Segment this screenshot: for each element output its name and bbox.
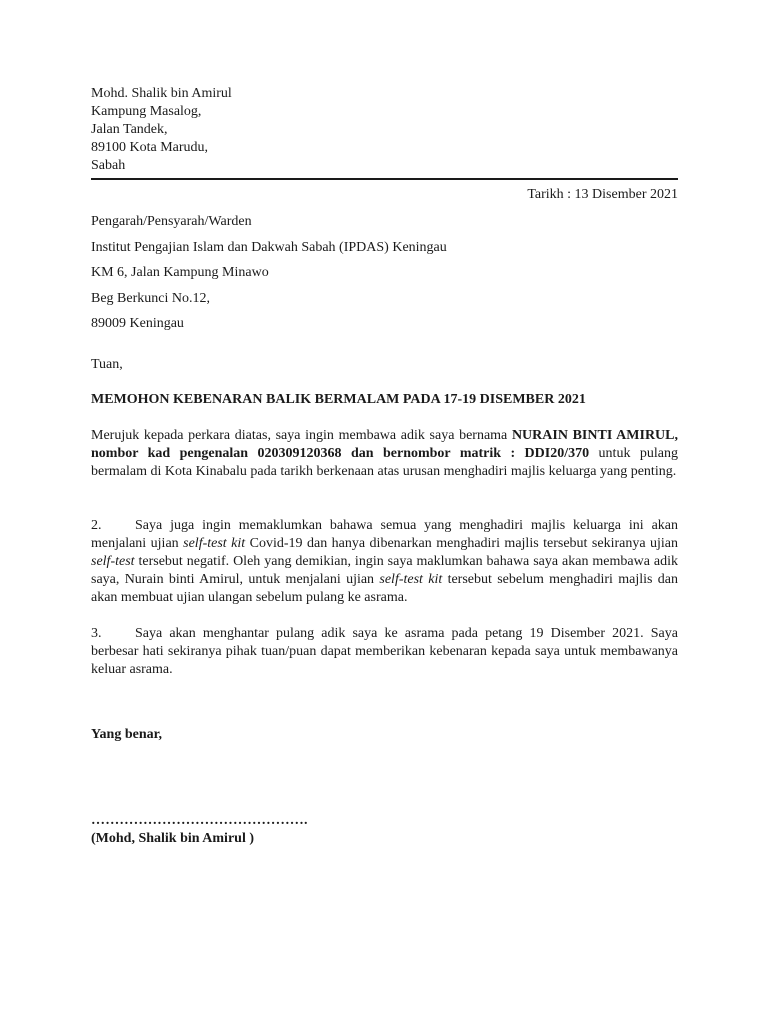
paragraph-2	[91, 517, 678, 607]
header-divider	[91, 178, 678, 180]
paragraph-1	[91, 427, 678, 481]
paragraph-2-italic: self-test	[91, 554, 135, 569]
recipient-address-line: Institut Pengajian Islam dan Dakwah Sabah (IPDAS) Keningau	[91, 239, 447, 255]
paragraph-2-text: Saya juga ingin memaklumkan bahawa semua yang menghadiri majlis keluarga ini akan menjalani ujian	[91, 518, 678, 551]
recipient-address-line: KM 6, Jalan Kampung Minawo	[91, 265, 269, 280]
letter-date: Tarikh : 13 Disember 2021	[527, 187, 678, 202]
sender-name: Mohd. Shalik bin Amirul	[91, 86, 232, 101]
closing: Yang benar,	[91, 727, 163, 742]
paragraph-2-text: tersebut sebelum menghadiri majlis dan akan membuat ujian ulangan sebelum pulang ke asrama.	[91, 572, 678, 605]
recipient-address-line: 89009 Keningau	[91, 316, 184, 331]
sender-address-line: 89100 Kota Marudu,	[91, 140, 209, 155]
signature-line: ……………………………………….	[91, 813, 308, 828]
student-details: NURAIN BINTI AMIRUL, nombor kad pengenalan 020309120368 dan bernombor matrik : DDI20/370	[91, 428, 678, 461]
sender-address-line: Sabah	[91, 158, 126, 173]
paragraph-number: 3.	[91, 626, 102, 641]
paragraph-number: 2.	[91, 518, 102, 533]
paragraph-2-italic: self-test kit	[183, 536, 246, 551]
signatory-name: (Mohd, Shalik bin Amirul )	[91, 831, 254, 846]
paragraph-1-intro: Merujuk kepada perkara diatas, saya ingin membawa adik saya bernama	[91, 428, 512, 443]
sender-address-line: Jalan Tandek,	[91, 122, 168, 137]
paragraph-2-text: Covid-19 dan hanya dibenarkan menghadiri majlis tersebut sekiranya ujian	[245, 536, 679, 551]
salutation: Tuan,	[91, 357, 123, 372]
paragraph-2-text: tersebut negatif. Oleh yang demikian, ingin saya maklumkan bahawa saya akan membawa adik saya, Nurain binti Amirul, untuk menjalani ujian	[91, 554, 678, 587]
recipient-address	[91, 213, 447, 341]
recipient-address-line: Beg Berkunci No.12,	[91, 290, 210, 306]
paragraph-1-rest: untuk pulang bermalam di Kota Kinabalu pada tarikh berkenaan atas urusan menghadiri majlis keluarga yang penting.	[91, 446, 678, 479]
sender-address-line: Kampung Masalog,	[91, 104, 202, 119]
paragraph-3	[91, 625, 678, 679]
sender-address	[91, 85, 232, 175]
recipient-title: Pengarah/Pensyarah/Warden	[91, 214, 252, 229]
paragraph-2-italic: self-test kit	[379, 572, 443, 587]
letter-subject: MEMOHON KEBENARAN BALIK BERMALAM PADA 17-19 DISEMBER 2021	[91, 392, 586, 407]
paragraph-3-text: Saya akan menghantar pulang adik saya ke asrama pada petang 19 Disember 2021. Saya berbesar hati sekiranya pihak tuan/puan dapat memberikan kebenaran kepada saya untuk membawanya keluar asrama.	[91, 626, 678, 677]
